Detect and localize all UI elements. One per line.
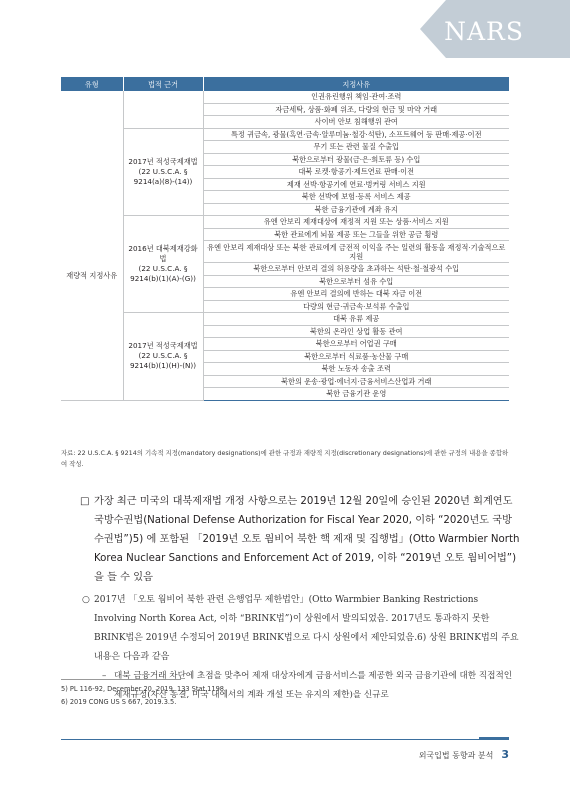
reason-cell: 유엔 안보리 제재대상에 재정적 지원 또는 상품·서비스 지원: [203, 216, 509, 229]
footnote-5: 5) PL 116-92, December 20, 2019, 133 Stat 1198.: [61, 685, 227, 693]
reason-cell: 북한 금융기관 운영: [203, 388, 509, 401]
reason-cell: 북한으로부터 광물(금·은·희토류 등) 수입: [203, 153, 509, 166]
footnotes: [61, 683, 226, 709]
nars-logo: NARS: [444, 17, 524, 46]
table-row: [61, 128, 509, 141]
reason-cell: 인권유린행위 책임·관여·조력: [203, 91, 509, 103]
footer-rule: [61, 739, 479, 740]
reason-cell: 북한 금융기관에 계좌 유지: [203, 203, 509, 216]
reason-cell: 북한의 온라인 상업 활동 관여: [203, 325, 509, 338]
reason-cell: 북한 선박에 보험·등록 서비스 제공: [203, 191, 509, 204]
reason-cell: 무기 또는 관련 물질 수출입: [203, 141, 509, 154]
table-row: [61, 216, 509, 229]
reason-cell: 대북 유류 제공: [203, 313, 509, 326]
legal-basis-cell: 2017년 적성국제재법 (22 U.S.C.A. § 9214(b)(1)(H)-(N)): [123, 313, 203, 401]
table-row: [61, 313, 509, 326]
footer-rule-accent: [479, 737, 509, 740]
sub-paragraph-text: 2017년 「오토 웜비어 북한 관련 은행업무 제한법안」(Otto Warmbier Banking Restrictions Involving North Korea Act, 이하 “BRINK법”)이 상원에서 발의되었음. 2017년도 통과하지 못한 BRINK법은 2019년 수정되어 2019년 BRINK법으로 다시 상원에서 제안되었음.6) 상원 BRINK법의 주요 내용은 다음과 같음: [94, 595, 519, 662]
reason-cell: 북한으로부터 섬유 수입: [203, 275, 509, 288]
reason-cell: 대북 로켓·항공기·제트연료 판매·이전: [203, 166, 509, 179]
footer-section-title: 외국입법 동향과 분석: [418, 751, 494, 760]
main-body: [80, 492, 520, 705]
type-cell: 재량적 지정사유: [61, 91, 123, 400]
reason-cell: 북한 관료에게 뇌물 제공 또는 그들을 위한 공금 횡령: [203, 228, 509, 241]
reason-cell: 제재 선박·항공기에 연료·벙커링 서비스 지원: [203, 178, 509, 191]
reason-cell: 다량의 현금·귀금속·보석류 수출입: [203, 300, 509, 313]
designation-reasons-table: [61, 77, 509, 401]
dash-paragraph-text: 대북 금융거래 차단에 초점을 맞추어 제재 대상자에게 금융서비스를 제공한 외국 금융기관에 대한 직접적인 제재규정(자산 동결, 미국 내에서의 계좌 개설 또는 유지의 제한)을 신규로: [114, 671, 513, 700]
reason-cell: 북한의 운송·광업·에너지·금융서비스산업과 거래: [203, 375, 509, 388]
reason-cell: 유엔 안보리 결의에 반하는 대북 자금 이전: [203, 288, 509, 301]
dash-bullet-icon: –: [102, 671, 107, 681]
legal-basis-cell: 2016년 대북제재강화법 (22 U.S.C.A. § 9214(b)(1)(A)-(G)): [123, 216, 203, 313]
square-bullet-icon: □: [80, 496, 90, 507]
table-row: [61, 91, 509, 103]
table-header-cell: 유형: [61, 77, 123, 91]
main-paragraph: [80, 492, 520, 587]
reason-cell: 북한 노동자 송출 조력: [203, 363, 509, 376]
reason-cell: 북한으로부터 식료품·농산물 구매: [203, 350, 509, 363]
legal-basis-cell: 2017년 적성국제재법 (22 U.S.C.A. § 9214(a)(8)-(14)): [123, 128, 203, 216]
table-source-note: 자료: 22 U.S.C.A. § 9214의 기속적 지정(mandatory designations)에 관한 규정과 재량적 지정(discretionary designations)에 관한 규정의 내용을 종합하여 작성.: [61, 449, 509, 468]
main-paragraph-text: 가장 최근 미국의 대북제재법 개정 사항으로는 2019년 12월 20일에 승인된 2020년 회계연도 국방수권법(National Defense Authorization for Fiscal Year 2020, 이하 “2020년도 국방수권법”)5) 에 포함된 「2019년 오토 웜비어 북한 핵 제재 및 집행법」(Otto Warmbier North Korea Nuclear Sanctions and Enforcement Act of 2019, 이하 “2019년 오토 웜비어법”)을 들 수 있음: [94, 496, 520, 583]
reason-cell: 유엔 안보리 제재대상 또는 북한 관료에게 금전적 이익을 주는 일련의 활동을 재정적·기술적으로 지원: [203, 241, 509, 263]
reason-cell: 북한으로부터 안보리 결의 허용량을 초과하는 석탄·철·철광석 수입: [203, 263, 509, 276]
reason-cell: 사이버 안보 침해행위 관여: [203, 116, 509, 129]
legal-basis-cell: [123, 91, 203, 128]
reason-cell: 북한으로부터 어업권 구매: [203, 338, 509, 351]
footnote-6: 6) 2019 CONG US S 667, 2019.3.5.: [61, 698, 177, 706]
circle-bullet-icon: ○: [82, 595, 90, 605]
table-header-cell: 법적 근거: [123, 77, 203, 91]
reason-cell: 특정 귀금속, 광물(흑연·금속·알루미늄·철강·석탄), 소프트웨어 등 판매·제공·이전: [203, 128, 509, 141]
page-footer: [419, 748, 509, 761]
footnote-divider: [61, 679, 181, 680]
reason-cell: 자금세탁, 상품·화폐 위조, 다량의 현금 및 마약 거래: [203, 103, 509, 116]
table-header-cell: 지정사유: [203, 77, 509, 91]
sub-paragraph: [80, 591, 520, 667]
page-number: 3: [501, 748, 509, 761]
